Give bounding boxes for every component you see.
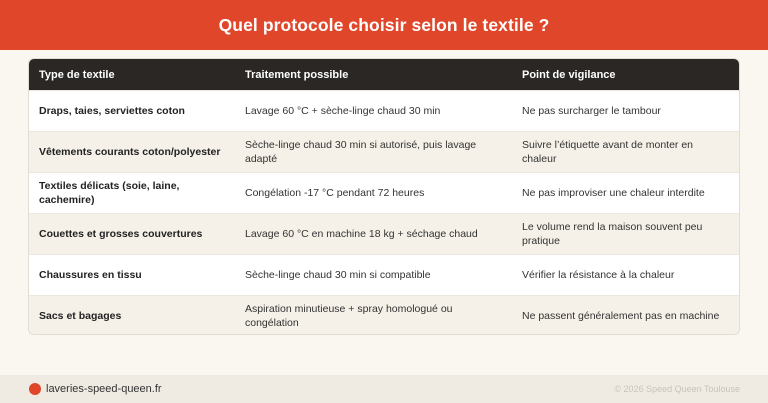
table-row — [29, 254, 739, 295]
cell-textile-type: Draps, taies, serviettes coton — [39, 105, 185, 117]
cell-textile-type: Vêtements courants coton/polyester — [39, 146, 221, 158]
page-header — [0, 0, 768, 50]
cell-vigilance: Ne pas improviser une chaleur interdite — [522, 187, 705, 199]
page-footer — [0, 375, 768, 403]
table-row — [29, 90, 739, 131]
cell-treatment: Congélation -17 °C pendant 72 heures — [245, 187, 425, 199]
cell-vigilance: Ne passent généralement pas en machine — [522, 310, 720, 322]
cell-treatment: Aspiration minutieuse + spray homologué ou congélation — [245, 303, 453, 329]
cell-treatment: Sèche-linge chaud 30 min si autorisé, puis lavage adapté — [245, 139, 477, 165]
page-title: Quel protocole choisir selon le textile ? — [218, 14, 550, 35]
column-header-vigilance: Point de vigilance — [522, 68, 616, 81]
cell-textile-type: Chaussures en tissu — [39, 269, 142, 281]
site-link[interactable]: laveries-speed-queen.fr — [46, 383, 162, 395]
cell-vigilance: Vérifier la résistance à la chaleur — [522, 269, 675, 281]
table-row — [29, 213, 739, 254]
table-row — [29, 295, 739, 335]
cell-treatment: Lavage 60 °C en machine 18 kg + séchage chaud — [245, 228, 478, 240]
cell-textile-type: Textiles délicats (soie, laine, cachemire) — [39, 180, 180, 206]
brand-dot-icon — [29, 383, 41, 395]
column-header-textile-type: Type de textile — [39, 68, 115, 81]
table-row — [29, 172, 739, 213]
cell-treatment: Lavage 60 °C + sèche-linge chaud 30 min — [245, 105, 441, 117]
column-header-treatment: Traitement possible — [245, 68, 349, 81]
cell-vigilance: Le volume rend la maison souvent peu pratique — [522, 221, 703, 247]
cell-treatment: Sèche-linge chaud 30 min si compatible — [245, 269, 431, 281]
cell-textile-type: Couettes et grosses couvertures — [39, 228, 203, 240]
table-row — [29, 131, 739, 172]
cell-textile-type: Sacs et bagages — [39, 310, 122, 322]
cell-vigilance: Suivre l’étiquette avant de monter en chaleur — [522, 139, 694, 165]
protocol-table — [28, 58, 740, 335]
cell-vigilance: Ne pas surcharger le tambour — [522, 105, 661, 117]
table-header-row — [29, 59, 739, 90]
copyright-text: © 2026 Speed Queen Toulouse — [614, 384, 740, 394]
